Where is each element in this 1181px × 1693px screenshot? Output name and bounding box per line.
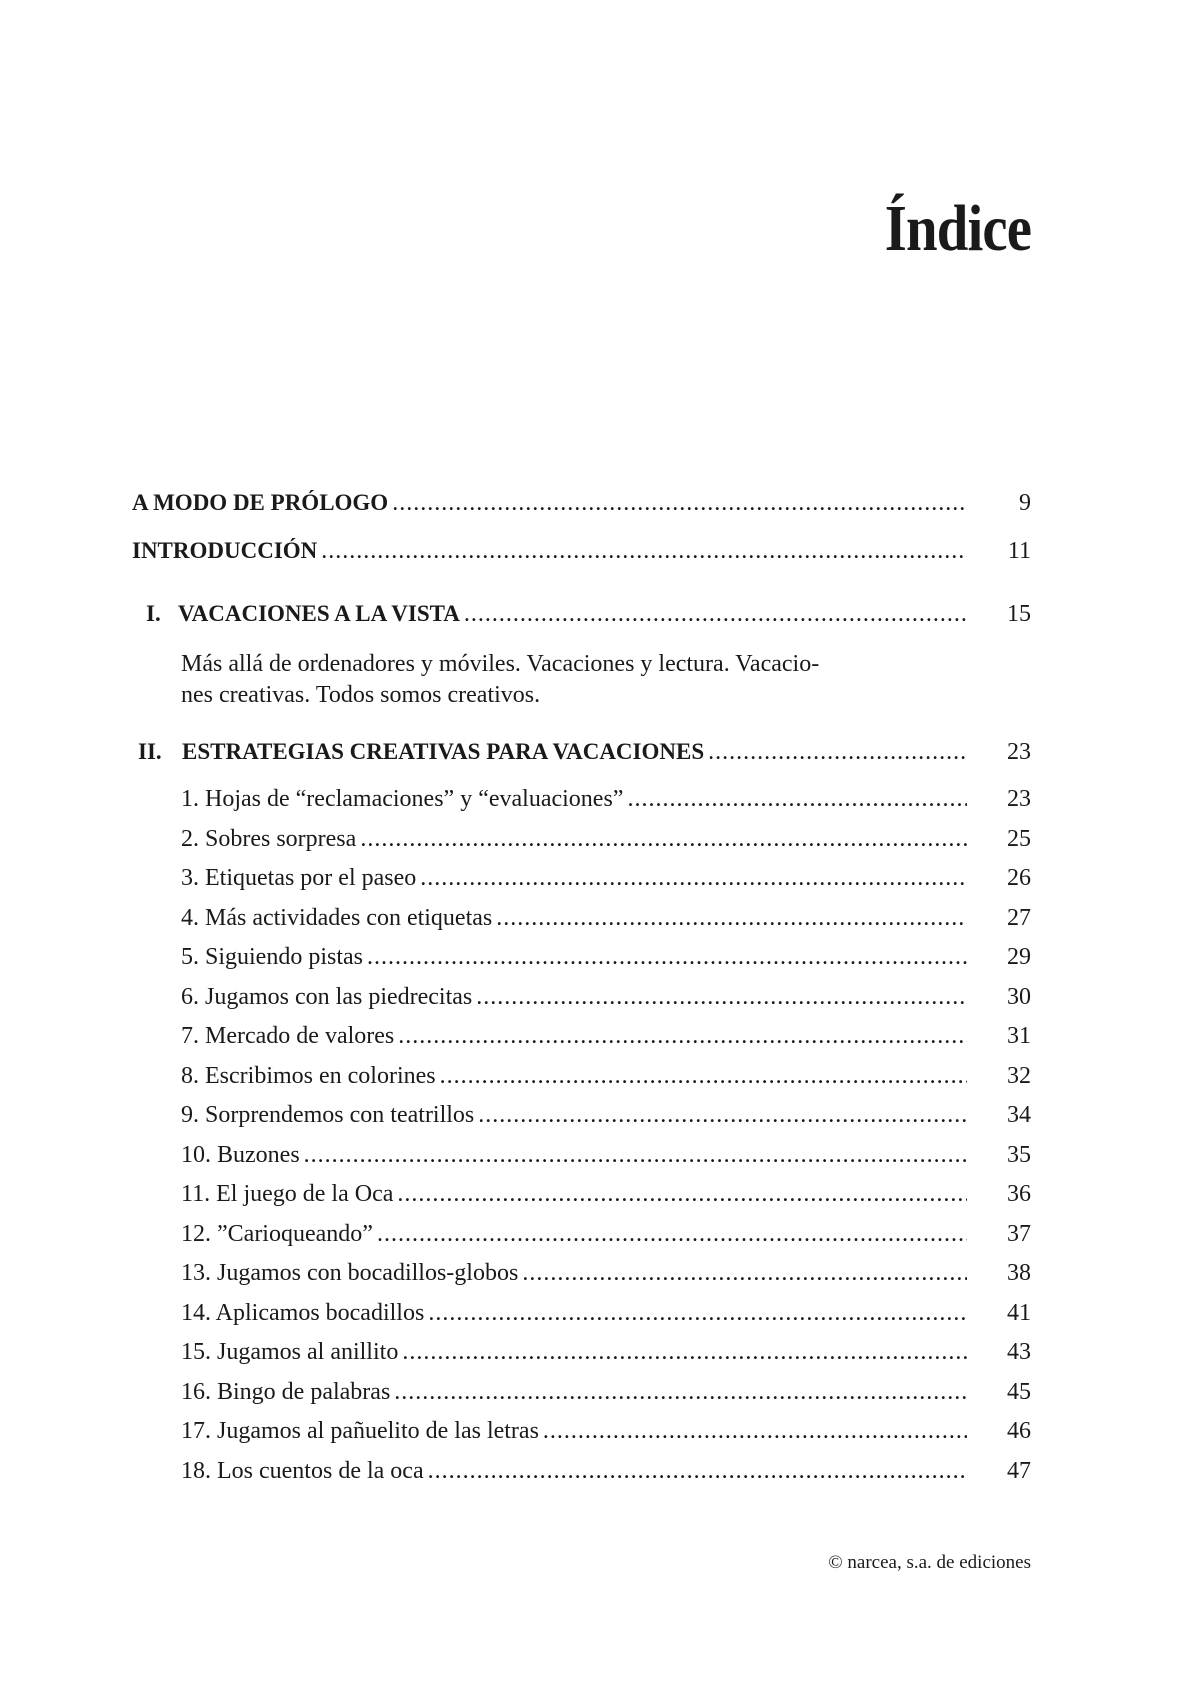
chapter-title: ESTRATEGIAS CREATIVAS PARA VACACIONES <box>182 739 705 764</box>
toc-entry-label: 16. Bingo de palabras <box>181 1379 391 1405</box>
toc-page-number: 9 <box>1019 490 1031 516</box>
toc-entry[interactable] <box>0 1063 1181 1093</box>
dot-leader <box>402 1339 967 1366</box>
toc-page-number: 25 <box>1007 826 1031 852</box>
toc-entry[interactable] <box>0 1023 1181 1053</box>
toc-entry[interactable] <box>0 865 1181 895</box>
toc-entry[interactable] <box>0 1379 1181 1409</box>
toc-entry[interactable] <box>0 905 1181 935</box>
dot-leader <box>543 1418 967 1445</box>
toc-entry-label: 15. Jugamos al anillito <box>181 1339 399 1365</box>
toc-chapter-1[interactable] <box>0 601 1181 631</box>
toc-page-number: 27 <box>1007 905 1031 931</box>
toc-entry[interactable] <box>0 1458 1181 1488</box>
toc-page-number: 35 <box>1007 1142 1031 1168</box>
chapter-title: VACACIONES A LA VISTA <box>178 601 460 626</box>
dot-leader <box>398 1023 967 1050</box>
toc-entry[interactable] <box>0 1221 1181 1251</box>
toc-entry-label: 9. Sorprendemos con teatrillos <box>181 1102 475 1128</box>
toc-entry[interactable] <box>0 1339 1181 1369</box>
description-line: Más allá de ordenadores y móviles. Vacaciones y lectura. Vacacio- <box>181 651 820 677</box>
dot-leader <box>360 826 967 853</box>
toc-entry-label: 17. Jugamos al pañuelito de las letras <box>181 1418 539 1444</box>
toc-page-number: 38 <box>1007 1260 1031 1286</box>
toc-entry[interactable] <box>0 944 1181 974</box>
toc-entry-label: 5. Siguiendo pistas <box>181 944 364 970</box>
toc-entry[interactable] <box>0 1260 1181 1290</box>
dot-leader <box>478 1102 967 1129</box>
toc-page-number: 41 <box>1007 1300 1031 1326</box>
toc-page-number: 31 <box>1007 1023 1031 1049</box>
toc-page-number: 36 <box>1007 1181 1031 1207</box>
toc-page-number: 34 <box>1007 1102 1031 1128</box>
toc-page-number: 46 <box>1007 1418 1031 1444</box>
toc-page-number: 15 <box>1007 601 1031 627</box>
toc-entry-prologo[interactable] <box>0 490 1181 520</box>
toc-entry[interactable] <box>0 1300 1181 1330</box>
toc-entry[interactable] <box>0 1142 1181 1172</box>
toc-page-number: 23 <box>1007 739 1031 765</box>
toc-page-number: 32 <box>1007 1063 1031 1089</box>
toc-page-number: 23 <box>1007 786 1031 812</box>
dot-leader <box>627 786 967 813</box>
toc-entry-label: 8. Escribimos en colorines <box>181 1063 436 1089</box>
toc-entry-label: 10. Buzones <box>181 1142 300 1168</box>
toc-entry-label: 4. Más actividades con etiquetas <box>181 905 493 931</box>
toc-page-number: 11 <box>1007 538 1031 564</box>
toc-entry-label: 11. El juego de la Oca <box>181 1181 394 1207</box>
chapter-numeral: I. <box>146 601 161 626</box>
dot-leader <box>496 905 967 932</box>
copyright-notice: © narcea, s.a. de ediciones <box>828 1552 1031 1573</box>
dot-leader <box>397 1181 967 1208</box>
toc-entry[interactable] <box>0 786 1181 816</box>
toc-page-number: 47 <box>1007 1458 1031 1484</box>
chapter-description <box>181 649 961 711</box>
toc-entry-label: INTRODUCCIÓN <box>132 538 318 563</box>
toc-entry-label: 6. Jugamos con las piedrecitas <box>181 984 473 1010</box>
dot-leader <box>476 984 967 1011</box>
toc-chapter-2[interactable] <box>0 739 1181 769</box>
toc-entry-label: A MODO DE PRÓLOGO <box>132 490 389 515</box>
toc-page-number: 45 <box>1007 1379 1031 1405</box>
dot-leader <box>428 1300 967 1327</box>
toc-entry-label: 3. Etiquetas por el paseo <box>181 865 417 891</box>
dot-leader <box>420 865 967 892</box>
dot-leader <box>321 538 967 565</box>
toc-entry-label: 2. Sobres sorpresa <box>181 826 357 852</box>
dot-leader <box>428 1458 967 1485</box>
dot-leader <box>377 1221 967 1248</box>
toc-entry-label: 13. Jugamos con bocadillos-globos <box>181 1260 519 1286</box>
toc-entry-label: 7. Mercado de valores <box>181 1023 395 1049</box>
toc-page-number: 30 <box>1007 984 1031 1010</box>
toc-entry-label: 14. Aplicamos bocadillos <box>181 1300 425 1326</box>
toc-entry[interactable] <box>0 1418 1181 1448</box>
dot-leader <box>522 1260 967 1287</box>
dot-leader <box>367 944 967 971</box>
dot-leader <box>464 601 967 628</box>
dot-leader <box>708 739 967 766</box>
dot-leader <box>440 1063 967 1090</box>
toc-entry-label: 18. Los cuentos de la oca <box>181 1458 424 1484</box>
toc-entry[interactable] <box>0 1181 1181 1211</box>
dot-leader <box>392 490 967 517</box>
dot-leader <box>394 1379 967 1406</box>
page-title: Índice <box>884 192 1031 265</box>
chapter-numeral: II. <box>138 739 162 764</box>
toc-entry-label: 1. Hojas de “reclamaciones” y “evaluaciones” <box>181 786 624 812</box>
toc-entry[interactable] <box>0 984 1181 1014</box>
toc-entry-introduccion[interactable] <box>0 538 1181 568</box>
description-line: nes creativas. Todos somos creativos. <box>181 682 541 708</box>
toc-page-number: 37 <box>1007 1221 1031 1247</box>
toc-entry[interactable] <box>0 826 1181 856</box>
toc-page-number: 29 <box>1007 944 1031 970</box>
toc-entry-label: 12. ”Carioqueando” <box>181 1221 373 1247</box>
toc-entry[interactable] <box>0 1102 1181 1132</box>
toc-page-number: 26 <box>1007 865 1031 891</box>
toc-page-number: 43 <box>1007 1339 1031 1365</box>
dot-leader <box>304 1142 967 1169</box>
